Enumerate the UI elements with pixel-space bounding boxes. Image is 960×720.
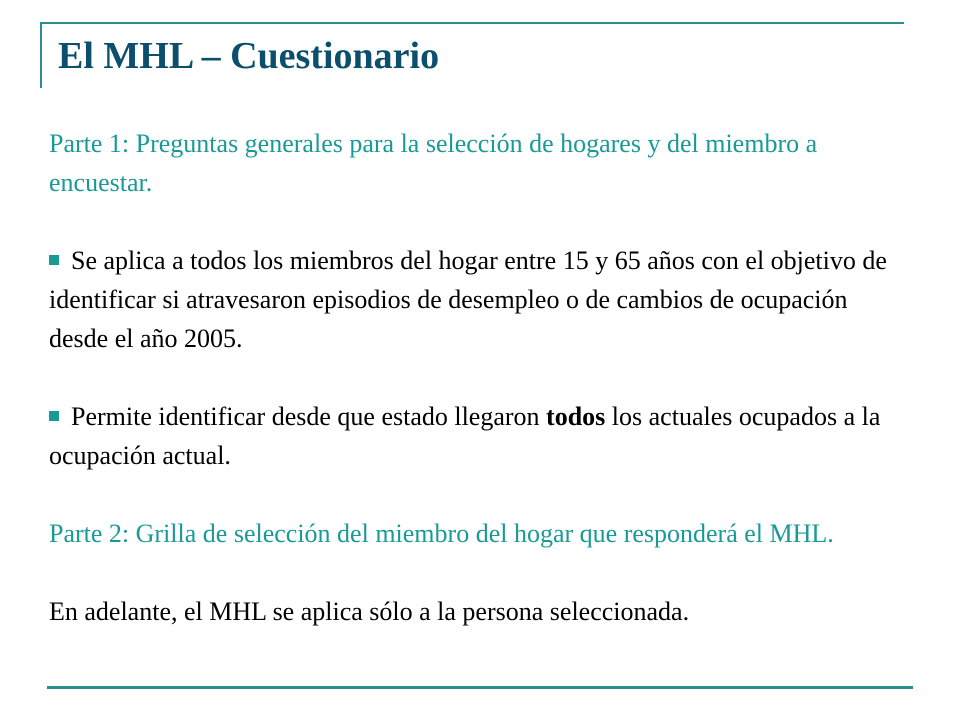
bottom-rule	[47, 686, 913, 689]
bullet-item-2-text-before: Permite identificar desde que estado llegaron	[71, 402, 547, 431]
spacer	[49, 358, 911, 397]
square-bullet-icon	[49, 411, 59, 421]
closing-text: En adelante, el MHL se aplica sólo a la persona seleccionada.	[49, 597, 690, 626]
bullet-item-2-text-after: los actuales ocupados a la ocupación actual.	[49, 402, 881, 470]
parte1-heading: Parte 1: Preguntas generales para la selección de hogares y del miembro a encuestar.	[49, 129, 818, 197]
spacer	[49, 475, 911, 514]
parte2-heading: Parte 2: Grilla de selección del miembro del hogar que responderá el MHL.	[49, 519, 834, 548]
bullet-item-2-emphasis: todos	[546, 402, 606, 431]
slide-title: El MHL – Cuestionario	[58, 35, 440, 77]
top-rule	[40, 22, 904, 24]
spacer	[49, 202, 911, 241]
bullet-item-1	[49, 241, 911, 358]
bullet-item-2	[49, 397, 911, 475]
slide-content	[49, 124, 911, 631]
spacer	[49, 553, 911, 592]
bullet-item-1-text: Se aplica a todos los miembros del hogar entre 15 y 65 años con el objetivo de identificar si atravesaron episodios de desempleo o de cambios de ocupación desde el año 2005.	[49, 246, 887, 353]
left-rule	[40, 22, 42, 88]
square-bullet-icon	[49, 255, 59, 265]
